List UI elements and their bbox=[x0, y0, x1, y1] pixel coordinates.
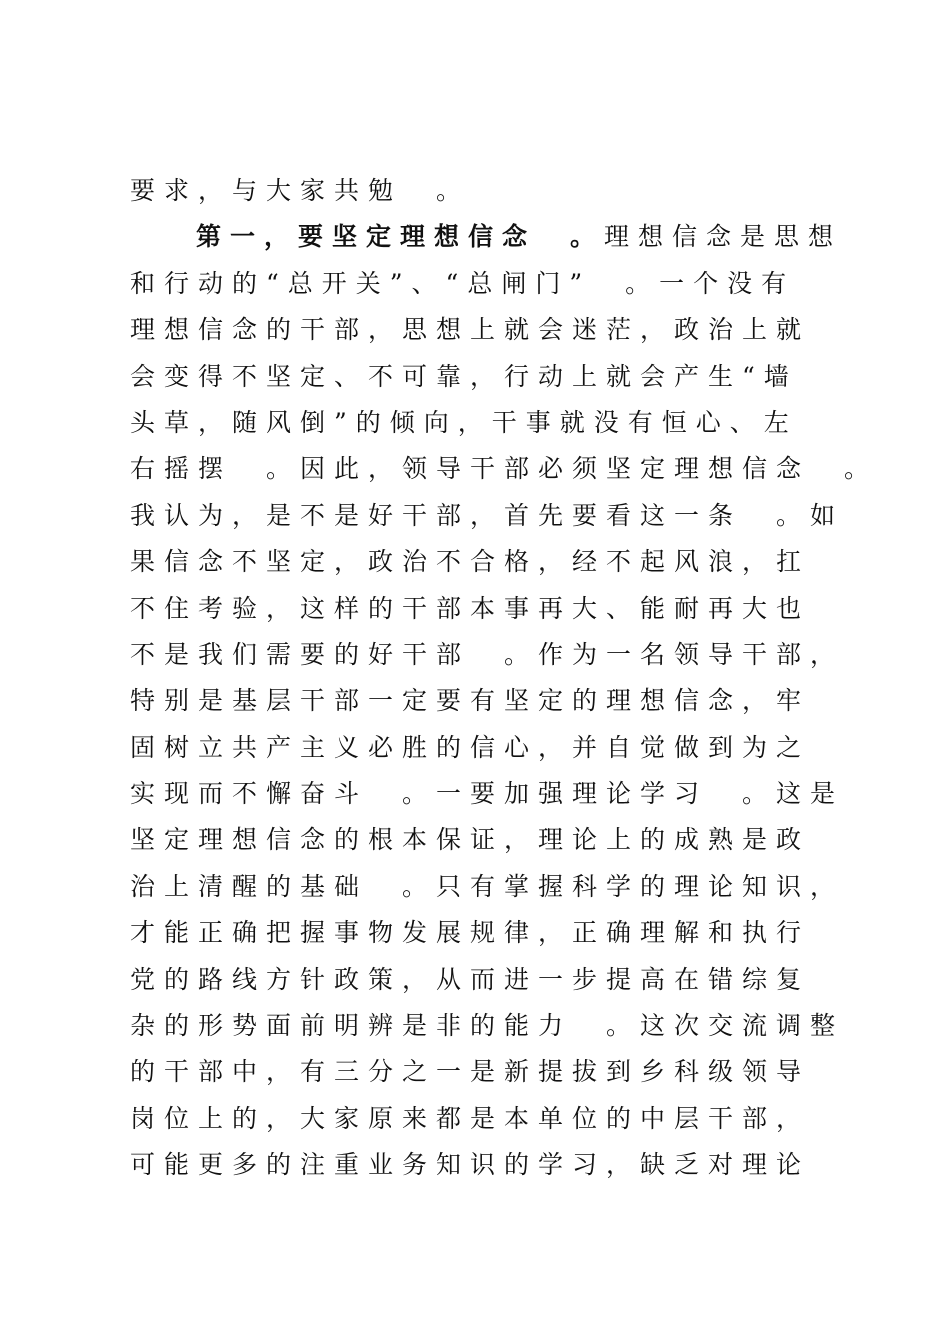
text-line-8: 我认为，是不是好干部，首先要看这一条 。如 bbox=[130, 500, 845, 530]
text-line-2: 理想信念是思想 bbox=[604, 222, 843, 252]
text-line-21: 岗位上的，大家原来都是本单位的中层干部， bbox=[130, 1103, 811, 1133]
text-line-17: 才能正确把握事物发展规律，正确理解和执行 bbox=[130, 918, 811, 948]
text-line-19: 杂的形势面前明辨是非的能力 。这次交流调整 bbox=[130, 1011, 845, 1041]
section-heading: 第一，要坚定理想信念 。 bbox=[196, 222, 605, 252]
text-line-6: 头草，随风倒”的倾向，干事就没有恒心、左 bbox=[130, 407, 798, 437]
text-line-12: 特别是基层干部一定要有坚定的理想信念，牢 bbox=[130, 686, 811, 716]
text-line-4: 理想信念的干部，思想上就会迷茫，政治上就 bbox=[130, 315, 811, 345]
text-line-11: 不是我们需要的好干部 。作为一名领导干部， bbox=[130, 639, 845, 669]
text-line-7: 右摇摆 。因此，领导干部必须坚定理想信念 。 bbox=[130, 454, 879, 484]
text-line-13: 固树立共产主义必胜的信心，并自觉做到为之 bbox=[130, 732, 811, 762]
text-line-20: 的干部中，有三分之一是新提拔到乡科级领导 bbox=[130, 1057, 811, 1087]
text-line-9: 果信念不坚定，政治不合格，经不起风浪，扛 bbox=[130, 547, 811, 577]
text-line-16: 治上清醒的基础 。只有掌握科学的理论知识， bbox=[130, 871, 845, 901]
text-line-14: 实现而不懈奋斗 。一要加强理论学习 。这是 bbox=[130, 779, 845, 809]
text-line-10: 不住考验，这样的干部本事再大、能耐再大也 bbox=[130, 593, 811, 623]
text-line-1: 要求，与大家共勉 。 bbox=[130, 176, 471, 205]
text-line-3: 和行动的“总开关”、“总闸门” 。一个没有 bbox=[130, 268, 796, 298]
text-line-18: 党的路线方针政策，从而进一步提高在错综复 bbox=[130, 964, 811, 994]
text-line-22: 可能更多的注重业务知识的学习，缺乏对理论 bbox=[130, 1150, 811, 1180]
text-line-5: 会变得不坚定、不可靠，行动上就会产生“墙 bbox=[130, 361, 798, 391]
paragraph-first-line bbox=[130, 214, 843, 260]
text-line-15: 坚定理想信念的根本保证，理论上的成熟是政 bbox=[130, 825, 811, 855]
body-text bbox=[130, 168, 879, 1189]
